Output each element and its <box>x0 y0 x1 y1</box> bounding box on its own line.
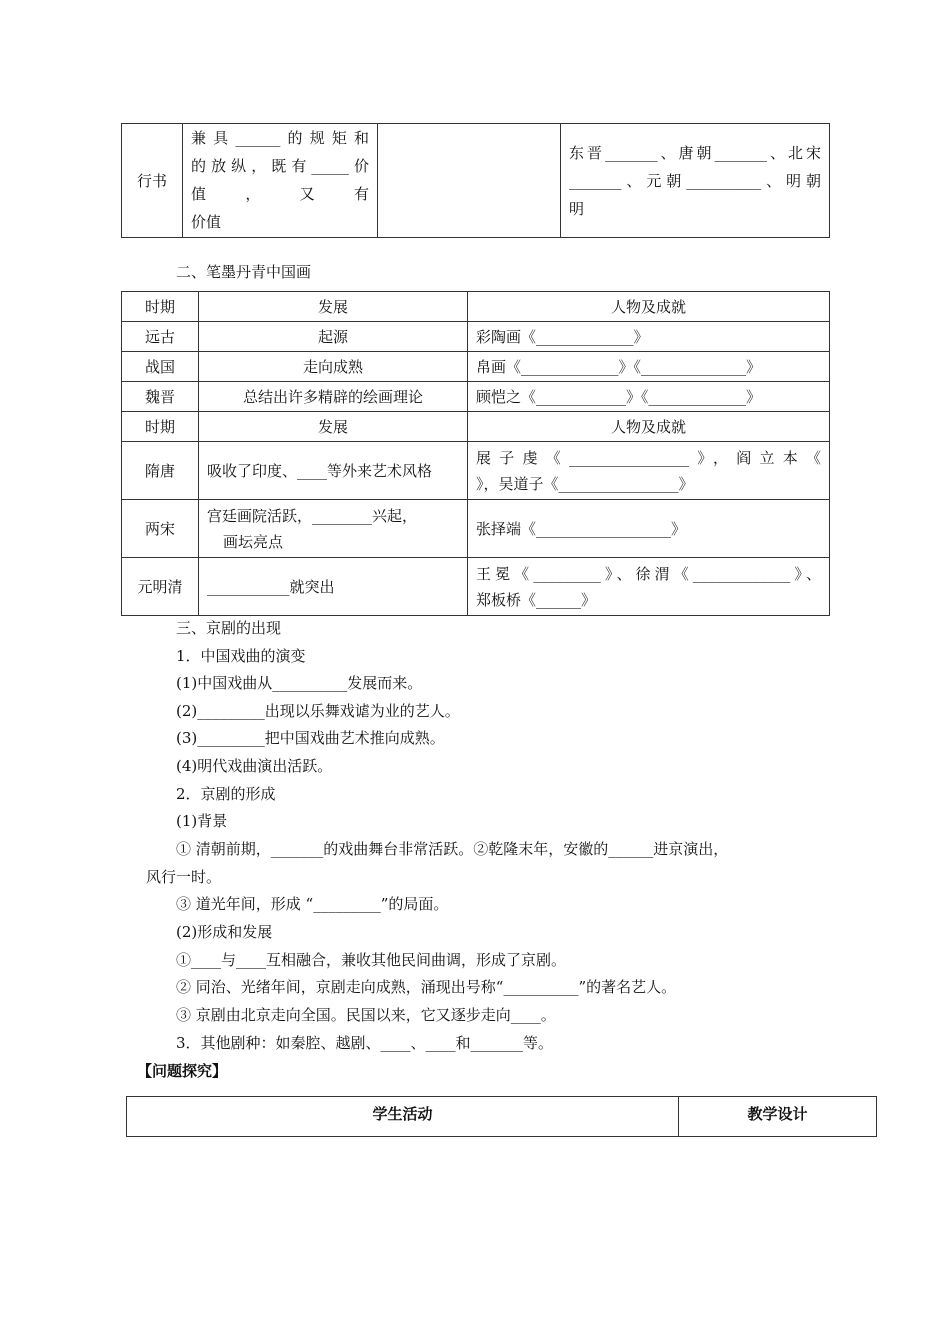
list-item: ① 清朝前期，_______的戏曲舞台非常活跃。②乾隆末年，安徽的______进京演出， <box>176 840 729 858</box>
section3-heading: 三、京剧的出现 <box>176 619 282 637</box>
table-row: 时期 发展 人物及成就 <box>122 412 830 442</box>
xingshu-description: 兼具______的规矩和 的放纵，既有_____价 值 ， 又 有 价值 <box>183 124 378 238</box>
xingshu-table <box>121 123 830 238</box>
list-item: 1．中国戏曲的演变 <box>176 647 306 665</box>
header-people: 人物及成就 <box>468 292 830 322</box>
list-item: ①____与____互相融合，兼收其他民间曲调，形成了京剧。 <box>176 951 567 969</box>
list-item: (1)中国戏曲从__________发展而来。 <box>176 674 423 692</box>
list-item: ③ 道光年间，形成 “_________”的局面。 <box>176 895 449 913</box>
list-item: (1)背景 <box>176 812 228 830</box>
table-row: 元明清 ___________就突出 王冕《_________》、徐渭《_____________》、 郑板桥《______》 <box>122 558 830 616</box>
list-item: (2)_________出现以乐舞戏谑为业的艺人。 <box>176 702 460 720</box>
inquiry-table <box>126 1096 877 1137</box>
list-item: 3．其他剧种：如秦腔、越剧、____、____和_______等。 <box>176 1034 554 1052</box>
header-development: 发展 <box>199 292 468 322</box>
table-row: 两宋 宫廷画院活跃，________兴起， 画坛亮点 张择端《__________________》 <box>122 500 830 558</box>
table-row: 魏晋 总结出许多精辟的绘画理论 顾恺之《____________》《_____________》 <box>122 382 830 412</box>
table-row <box>122 292 830 322</box>
col-teaching-design: 教学设计 <box>679 1097 877 1137</box>
list-item: (4)明代戏曲演出活跃。 <box>176 757 333 775</box>
table-row: 远古 起源 彩陶画《_____________》 <box>122 322 830 352</box>
list-item: (2)形成和发展 <box>176 923 273 941</box>
painting-table <box>121 291 830 616</box>
table-row: 隋唐 吸收了印度、____等外来艺术风格 展子虔《________________》，阎立本《 》，吴道子《________________》 <box>122 442 830 500</box>
inquiry-heading: 【问题探究】 <box>137 1062 228 1080</box>
list-item: 2．京剧的形成 <box>176 785 276 803</box>
section2-heading: 二、笔墨丹青中国画 <box>176 263 312 281</box>
list-item: (3)_________把中国戏曲艺术推向成熟。 <box>176 729 445 747</box>
xingshu-names: 东晋_______、唐朝_______、北宋 _______、元朝__________、明朝 明 <box>561 124 830 238</box>
header-period: 时期 <box>122 292 199 322</box>
table-row: 战国 走向成熟 帛画《_____________》《______________》 <box>122 352 830 382</box>
list-item: 风行一时。 <box>146 868 222 886</box>
xingshu-empty-cell <box>378 124 561 238</box>
list-item: ③ 京剧由北京走向全国。民国以来，它又逐步走向____。 <box>176 1006 556 1024</box>
list-item: ② 同治、光绪年间，京剧走向成熟，涌现出号称“__________”的著名艺人。 <box>176 978 677 996</box>
col-student-activity: 学生活动 <box>127 1097 679 1137</box>
xingshu-label: 行书 <box>122 124 183 238</box>
